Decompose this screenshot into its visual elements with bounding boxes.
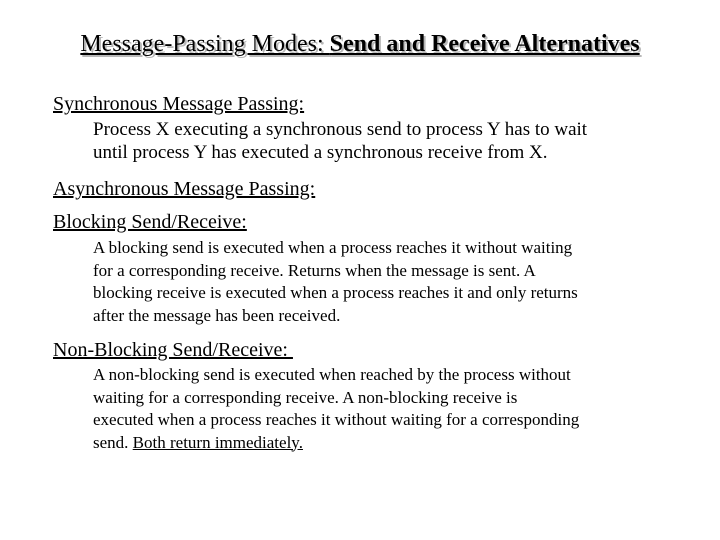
slide-title <box>0 28 720 60</box>
blocking-line-2: for a corresponding receive. Returns when the message is sent. A <box>93 260 536 280</box>
non-blocking-line-3: executed when a process reaches it without waiting for a corresponding <box>93 410 580 429</box>
non-blocking-line-4 <box>93 432 579 455</box>
blocking-line-1: A blocking send is executed when a process reaches it without waiting <box>93 238 573 257</box>
non-blocking-emphasis: Both return immediately. <box>132 432 303 452</box>
heading-non-blocking: Non-Blocking Send/Receive: <box>53 339 293 361</box>
slide-title-bold: Send and Receive Alternatives <box>329 31 640 57</box>
synchronous-line-2: until process Y has executed a synchronous receive from X. <box>93 142 548 163</box>
blocking-line-3: blocking receive is executed when a process reaches it and only returns <box>93 283 578 302</box>
synchronous-line-1: Process X executing a synchronous send to process Y has to wait <box>93 119 588 140</box>
non-blocking-description <box>93 364 579 454</box>
blocking-line-4: after the message has been received. <box>93 305 341 325</box>
slide-title-plain: Message-Passing Modes: <box>80 31 330 57</box>
blocking-description <box>93 237 578 327</box>
heading-synchronous: Synchronous Message Passing: <box>53 93 305 115</box>
synchronous-description <box>93 118 587 164</box>
non-blocking-line-4-plain: send. <box>93 432 133 452</box>
non-blocking-line-2: waiting for a corresponding receive. A non-blocking receive is <box>93 387 518 407</box>
heading-asynchronous: Asynchronous Message Passing: <box>53 178 316 200</box>
heading-blocking: Blocking Send/Receive: <box>53 211 247 233</box>
non-blocking-line-1: A non-blocking send is executed when reached by the process without <box>93 365 571 384</box>
